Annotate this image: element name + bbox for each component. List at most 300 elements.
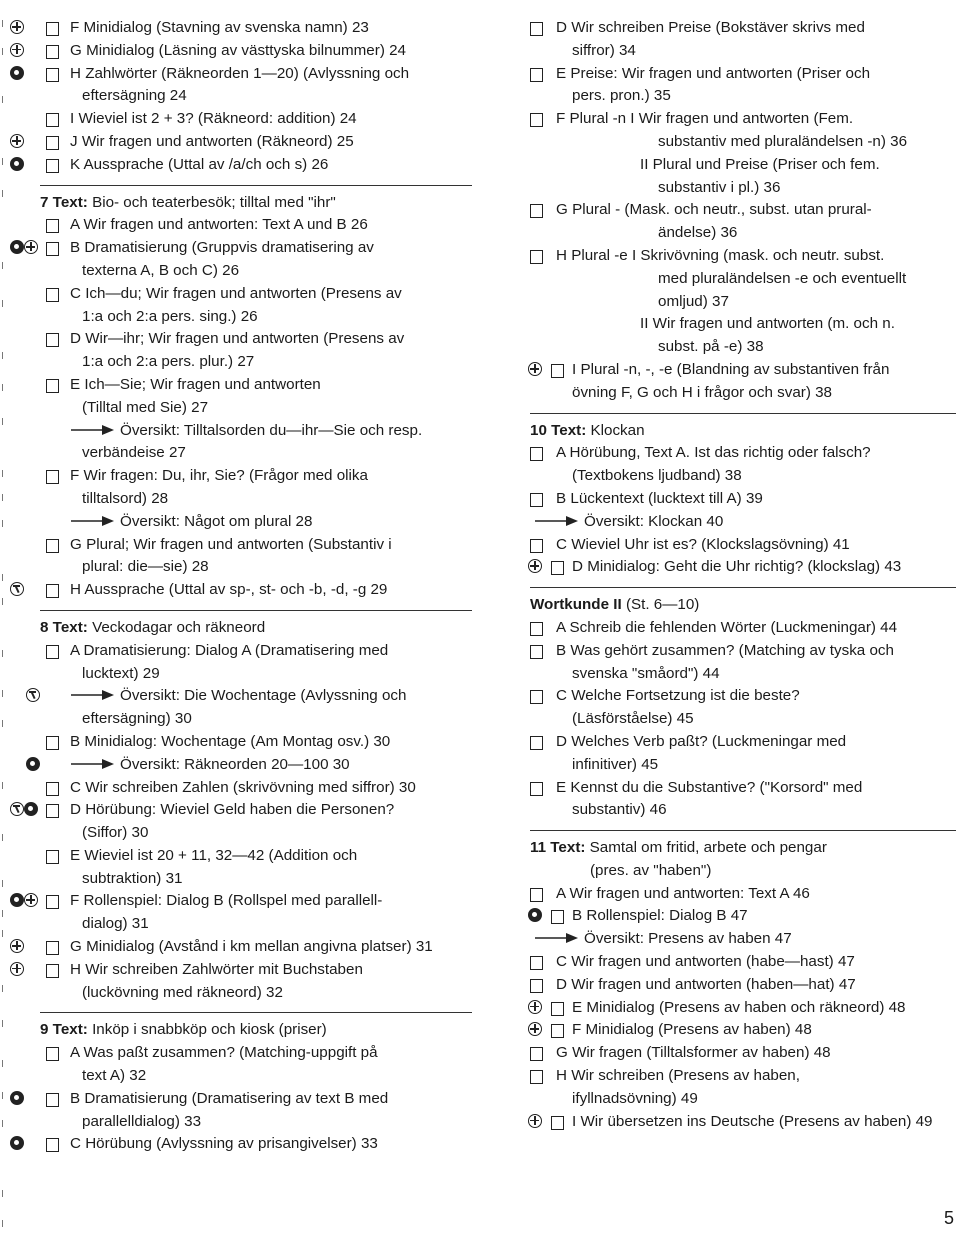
item-gutter [10, 63, 68, 86]
checkbox[interactable] [530, 622, 543, 636]
checkbox[interactable] [530, 888, 543, 902]
item-text: Was paßt zusammen? (Matching-uppgift på [83, 1044, 378, 1062]
exercise-item [530, 974, 956, 997]
continuation-text: svenska "småord") 44 [572, 664, 720, 682]
item-text: Welches Verb paßt? (Luckmeningar med [571, 732, 847, 750]
item-gutter [10, 799, 68, 822]
item-text: Was gehört zusammen? (Matching av tyska och [570, 641, 894, 659]
item-text: Dramatisierung (Gruppvis dramatisering av [84, 239, 374, 257]
exercise-item [530, 488, 956, 511]
item-text: Wieviel ist 2 + 3? (Räkneord: addition) 24 [78, 110, 357, 128]
exercise-item [10, 890, 472, 913]
item-text: Minidialog (Läsning av västtyska bilnummer) 24 [86, 41, 406, 59]
checkbox[interactable] [551, 910, 564, 924]
item-text: Plural; Wir fragen und antworten (Substantiv i [86, 535, 392, 553]
item-letter: D [70, 330, 81, 348]
item-continuation [10, 488, 472, 511]
checkbox[interactable] [551, 1116, 564, 1130]
item-text: Minidialog (Stavning av svenska namn) 23 [83, 19, 369, 36]
checkbox[interactable] [46, 219, 59, 233]
item-text: Wir schreiben Zahlen (skrivövning med siffror) 30 [85, 778, 416, 796]
arrow-icon [70, 759, 114, 769]
exercise-item [530, 1019, 956, 1042]
item-text: Wieviel Uhr ist es? (Klockslagsövning) 41 [571, 535, 850, 553]
exercise-item [530, 108, 956, 131]
plus-circle-icon [10, 962, 24, 976]
item-gutter [528, 199, 586, 222]
exercise-item [530, 199, 956, 222]
wortkunde-list [530, 617, 956, 822]
exercise-item [10, 731, 472, 754]
item-text: Wir fragen und antworten (haben—hat) 47 [571, 975, 856, 993]
item-letter: C [70, 778, 81, 796]
checkbox[interactable] [530, 690, 543, 704]
continuation-text: infinitiver) 45 [572, 755, 659, 773]
item-text: Dramatisierung (Dramatisering av text B med [84, 1089, 389, 1107]
checkbox[interactable] [551, 1002, 564, 1016]
checkbox[interactable] [530, 204, 543, 218]
item-letter: F [70, 19, 80, 36]
item-continuation [10, 822, 472, 845]
exercise-item [10, 1042, 472, 1065]
section-10-list [530, 442, 956, 579]
checkbox[interactable] [530, 250, 543, 264]
role-play-icon [10, 1091, 24, 1105]
item-gutter [10, 754, 68, 777]
exercise-item [530, 640, 956, 663]
continuation-text: (Tilltal med Sie) 27 [82, 398, 209, 416]
wortkunde-heading: Wortkunde II (St. 6—10) [530, 596, 700, 614]
item-gutter [10, 845, 68, 868]
exercise-item [10, 777, 472, 800]
continuation-text: substantiv i pl.) 36 [658, 178, 781, 196]
item-letter: E [70, 846, 81, 864]
overview-text: Översikt: Die Wochentage (Avlyssning och [120, 687, 407, 705]
item-gutter [10, 777, 68, 800]
subitem-text: II Plural und Preise (Priser och fem. [640, 155, 880, 173]
role-play-icon [10, 893, 24, 907]
right-column [530, 17, 956, 1133]
item-text: Wir fragen und antworten (Räkneord) 25 [81, 132, 354, 150]
item-gutter [528, 974, 586, 997]
continuation-text: 1:a och 2:a pers. sing.) 26 [82, 307, 258, 325]
checkbox[interactable] [46, 1047, 59, 1061]
checkbox[interactable] [46, 288, 59, 302]
item-gutter [528, 245, 586, 268]
item-letter: B [572, 907, 583, 925]
item-continuation [530, 336, 956, 359]
exercise-item [10, 534, 472, 557]
item-continuation [10, 982, 472, 1005]
item-gutter [528, 617, 586, 640]
exercise-item [530, 245, 956, 268]
item-letter: G [556, 1044, 568, 1062]
overview-item [10, 420, 472, 443]
item-letter: F [70, 892, 80, 910]
item-continuation [530, 177, 956, 200]
item-gutter [528, 63, 586, 86]
item-letter: D [572, 558, 583, 576]
checkbox[interactable] [46, 1093, 59, 1107]
item-text: Aussprache (Uttal av /a/ch och s) 26 [83, 155, 329, 173]
item-gutter [10, 579, 68, 602]
checkbox[interactable] [530, 1047, 543, 1061]
listening-icon [26, 757, 40, 771]
exercise-item [10, 1088, 472, 1111]
role-play-icon [528, 908, 542, 922]
item-letter: E [70, 375, 81, 393]
plus-circle-icon [24, 240, 38, 254]
arrow-icon [534, 516, 578, 526]
checkbox[interactable] [46, 1138, 59, 1152]
continuation-text: (Läsförståelse) 45 [572, 710, 694, 728]
checkbox[interactable] [530, 113, 543, 127]
item-gutter [10, 890, 68, 913]
item-text: Wir fragen und antworten: Text A und B 26 [83, 216, 368, 234]
checkbox[interactable] [530, 539, 543, 553]
exercise-item [10, 131, 472, 154]
exercise-item [530, 777, 956, 800]
plus-circle-icon [528, 362, 542, 376]
exercise-item [530, 359, 956, 382]
item-text: Hörübung, Text A. Ist das richtig oder falsch? [569, 444, 871, 462]
item-gutter [528, 534, 586, 557]
checkbox[interactable] [46, 379, 59, 393]
section-divider [40, 185, 472, 186]
item-continuation [10, 913, 472, 936]
exercise-item [530, 534, 956, 557]
item-text: Schreib die fehlenden Wörter (Luckmeningar) 44 [569, 618, 898, 636]
item-letter: E [556, 64, 567, 82]
item-gutter [528, 1111, 586, 1134]
continuation-text: övning F, G och H i frågor och svar) 38 [572, 383, 832, 401]
item-gutter [528, 488, 586, 511]
item-gutter [528, 442, 586, 465]
plus-circle-icon [10, 20, 24, 34]
checkbox[interactable] [530, 736, 543, 750]
left-column [10, 17, 472, 1156]
item-continuation [10, 306, 472, 329]
plus-circle-icon [10, 43, 24, 57]
item-letter: A [70, 641, 80, 659]
item-continuation [10, 868, 472, 891]
speaking-icon [10, 582, 24, 596]
subitem-text: II Wir fragen und antworten (m. och n. [640, 315, 895, 333]
checkbox[interactable] [46, 804, 59, 818]
exercise-item [530, 731, 956, 754]
section-11-heading-cont: (pres. av "haben") [590, 861, 712, 879]
continuation-text: substantiv med pluraländelsen -n) 36 [658, 132, 908, 150]
item-continuation [530, 1088, 956, 1111]
checkbox[interactable] [46, 584, 59, 598]
checkbox[interactable] [530, 979, 543, 993]
item-text: Wir schreiben (Presens av haben, [571, 1067, 800, 1085]
item-continuation [530, 382, 956, 405]
overview-text: Översikt: Något om plural 28 [120, 512, 313, 530]
section-7-list [10, 214, 472, 602]
item-letter: G [70, 535, 82, 553]
continuation-text: parallelldialog) 33 [82, 1112, 202, 1130]
checkbox[interactable] [46, 333, 59, 347]
section-divider [530, 413, 956, 414]
checkbox[interactable] [530, 782, 543, 796]
item-text: Minidialog: Geht die Uhr richtig? (klockslag) 43 [587, 558, 902, 576]
item-gutter [10, 214, 68, 237]
item-letter: E [572, 998, 583, 1016]
item-text: Wir—ihr; Wir fragen und antworten (Presens av [85, 330, 405, 348]
checkbox[interactable] [46, 645, 59, 659]
item-continuation [530, 708, 956, 731]
overview-text: Översikt: Klockan 40 [584, 512, 724, 530]
continuation-text: 1:a och 2:a pers. plur.) 27 [82, 353, 255, 371]
continuation-text: subst. på -e) 38 [658, 338, 764, 356]
item-continuation [10, 397, 472, 420]
section-divider [40, 1012, 472, 1013]
item-gutter [528, 951, 586, 974]
continuation-text: (Siffor) 30 [82, 824, 149, 842]
exercise-item [10, 959, 472, 982]
item-letter: E [556, 778, 567, 796]
section-11-heading: 11 Text: Samtal om fritid, arbete och pengar [530, 839, 827, 857]
item-continuation [530, 40, 956, 63]
item-gutter [10, 534, 68, 557]
continuation-text: substantiv) 46 [572, 801, 667, 819]
exercise-item [10, 1133, 472, 1156]
section-10-heading: 10 Text: Klockan [530, 421, 645, 439]
item-gutter [528, 359, 586, 382]
item-letter: D [556, 19, 567, 36]
item-subitem [530, 313, 956, 336]
item-gutter [10, 731, 68, 754]
checkbox[interactable] [530, 645, 543, 659]
item-letter: D [556, 732, 567, 750]
exercise-item [10, 640, 472, 663]
item-text: Dramatisierung: Dialog A (Dramatisering med [83, 641, 389, 659]
checkbox[interactable] [46, 850, 59, 864]
item-gutter [10, 131, 68, 154]
exercise-item [10, 214, 472, 237]
checkbox[interactable] [46, 136, 59, 150]
speaking-icon [10, 802, 24, 816]
continuation-text: ifyllnadsövning) 49 [572, 1089, 698, 1107]
item-text: Ich—Sie; Wir fragen und antworten [84, 375, 321, 393]
section-9-heading: 9 Text: Inköp i snabbköp och kiosk (priser) [40, 1021, 327, 1039]
exercise-item [10, 40, 472, 63]
item-letter: D [556, 975, 567, 993]
section-divider [530, 587, 956, 588]
item-text: Rollenspiel: Dialog B (Rollspel med parallell- [83, 892, 383, 910]
item-letter: F [70, 467, 80, 485]
item-gutter [10, 465, 68, 488]
section-7-heading: 7 Text: Bio- och teaterbesök; tilltal med "ihr" [40, 193, 336, 211]
item-gutter [10, 959, 68, 982]
item-letter: B [70, 239, 81, 257]
item-gutter [10, 237, 68, 260]
overview-text: Översikt: Tilltalsorden du—ihr—Sie och resp. [120, 421, 423, 439]
item-letter: J [70, 132, 78, 150]
plus-circle-icon [10, 134, 24, 148]
checkbox[interactable] [46, 68, 59, 82]
checkbox[interactable] [46, 159, 59, 173]
item-text: Minidialog (Presens av haben) 48 [585, 1021, 812, 1039]
item-letter: G [70, 41, 82, 59]
item-gutter [10, 154, 68, 177]
item-letter: A [556, 884, 566, 902]
item-gutter [528, 1019, 586, 1042]
checkbox[interactable] [46, 242, 59, 256]
item-letter: D [70, 801, 81, 819]
item-continuation [530, 222, 956, 245]
item-text: Kennst du die Substantive? ("Korsord" med [570, 778, 863, 796]
item-continuation [10, 85, 472, 108]
item-gutter [10, 1042, 68, 1065]
item-gutter [528, 731, 586, 754]
exercise-item [530, 1065, 956, 1088]
item-text: Wir übersetzen ins Deutsche (Presens av haben) 49 [580, 1112, 933, 1130]
item-text: Wieviel ist 20 + 11, 32—42 (Addition och [84, 846, 358, 864]
continuation-text: eftersägning) 30 [82, 710, 192, 728]
overview-text: Översikt: Presens av haben 47 [584, 930, 792, 948]
item-letter: F [556, 110, 566, 128]
item-continuation [10, 351, 472, 374]
checkbox[interactable] [530, 22, 543, 36]
item-gutter [10, 640, 68, 663]
item-gutter [10, 283, 68, 306]
item-letter: C [70, 284, 81, 302]
item-gutter [10, 374, 68, 397]
item-continuation [530, 754, 956, 777]
item-continuation [530, 131, 956, 154]
overview-text: Översikt: Räkneorden 20—100 30 [120, 755, 350, 773]
item-continuation [530, 85, 956, 108]
checkbox[interactable] [530, 1070, 543, 1084]
right-block-1 [530, 17, 956, 405]
continuation-text: subtraktion) 31 [82, 869, 183, 887]
section-9-list [10, 1042, 472, 1156]
overview-item [530, 511, 956, 534]
section-divider [530, 830, 956, 831]
listening-icon [10, 1136, 24, 1150]
checkbox[interactable] [46, 964, 59, 978]
item-text: Minidialog (Avstånd i km mellan angivna platser) 31 [86, 938, 433, 956]
plus-circle-icon [528, 1000, 542, 1014]
exercise-item [10, 108, 472, 131]
item-text: Ich—du; Wir fragen und antworten (Presens av [85, 284, 402, 302]
exercise-item [10, 328, 472, 351]
item-text: Lückentext (lucktext till A) 39 [570, 489, 763, 507]
item-letter: B [556, 489, 567, 507]
checkbox[interactable] [551, 364, 564, 378]
item-text: Wir fragen: Du, ihr, Sie? (Frågor med olika [83, 467, 368, 485]
continuation-text: lucktext) 29 [82, 664, 160, 682]
speaking-icon [26, 688, 40, 702]
item-gutter [528, 1065, 586, 1088]
exercise-item [10, 63, 472, 86]
continuation-text: (Textbokens ljudband) 38 [572, 467, 742, 485]
exercise-item [10, 237, 472, 260]
item-letter: A [70, 1044, 80, 1062]
continuation-text: pers. pron.) 35 [572, 87, 671, 105]
item-letter: C [556, 535, 567, 553]
checkbox[interactable] [46, 539, 59, 553]
item-gutter [10, 17, 68, 40]
item-letter: G [556, 201, 568, 219]
checkbox[interactable] [46, 736, 59, 750]
item-text: Plural - (Mask. och neutr., subst. utan prural- [572, 201, 872, 219]
checkbox[interactable] [46, 941, 59, 955]
checkbox[interactable] [530, 68, 543, 82]
exercise-item [530, 685, 956, 708]
continuation-text: verbändeise 27 [82, 444, 186, 462]
item-letter: G [70, 938, 82, 956]
continuation-text: texterna A, B och C) 26 [82, 261, 240, 279]
plus-circle-icon [24, 893, 38, 907]
item-letter: I [572, 1112, 577, 1130]
exercise-item [10, 374, 472, 397]
item-gutter [10, 328, 68, 351]
checkbox[interactable] [551, 1024, 564, 1038]
item-letter: B [556, 641, 567, 659]
exercise-item [10, 154, 472, 177]
checkbox[interactable] [530, 956, 543, 970]
exercise-item [10, 465, 472, 488]
checkbox[interactable] [530, 493, 543, 507]
item-text: Minidialog (Presens av haben och räkneord) 48 [586, 998, 906, 1016]
item-text: Welche Fortsetzung ist die beste? [571, 687, 800, 705]
continuation-text: dialog) 31 [82, 915, 149, 933]
exercise-item [530, 17, 956, 40]
checkbox[interactable] [46, 45, 59, 59]
overview-item [10, 685, 472, 708]
checkbox[interactable] [551, 561, 564, 575]
continuation-text: ändelse) 36 [658, 224, 738, 242]
item-continuation [10, 663, 472, 686]
item-letter: A [556, 444, 566, 462]
item-text: Aussprache (Uttal av sp-, st- och -b, -d, -g 29 [84, 581, 388, 599]
item-continuation [10, 260, 472, 283]
item-letter: H [70, 960, 81, 978]
item-gutter [528, 108, 586, 131]
item-continuation [10, 1065, 472, 1088]
section-divider [40, 610, 472, 611]
exercise-item [530, 556, 956, 579]
role-play-icon [10, 240, 24, 254]
item-text: Wir fragen und antworten (habe—hast) 47 [571, 953, 855, 971]
item-letter: A [556, 618, 566, 636]
item-text: Zahlwörter (Räkneorden 1—20) (Avlyssning och [85, 64, 410, 82]
item-text: Wir fragen (Tilltalsformer av haben) 48 [572, 1044, 831, 1062]
checkbox[interactable] [530, 447, 543, 461]
item-text: Plural -e I Skrivövning (mask. och neutr. subst. [571, 246, 885, 264]
checkbox[interactable] [46, 22, 59, 36]
item-text: Preise: Wir fragen und antworten (Priser och [570, 64, 871, 82]
arrow-icon [70, 516, 114, 526]
section-8-heading: 8 Text: Veckodagar och räkneord [40, 618, 266, 636]
exercise-item [10, 17, 472, 40]
checkbox[interactable] [46, 895, 59, 909]
checkbox[interactable] [46, 470, 59, 484]
continuation-text: eftersägning 24 [82, 87, 187, 105]
item-text: Wir schreiben Preise (Bokstäver skrivs med [571, 19, 865, 36]
checkbox[interactable] [46, 113, 59, 127]
item-text: Hörübung: Wieviel Geld haben die Personen? [85, 801, 395, 819]
listening-icon [24, 802, 38, 816]
checkbox[interactable] [46, 782, 59, 796]
listening-icon [10, 66, 24, 80]
item-gutter [528, 997, 586, 1020]
overview-item [10, 754, 472, 777]
exercise-item [530, 883, 956, 906]
